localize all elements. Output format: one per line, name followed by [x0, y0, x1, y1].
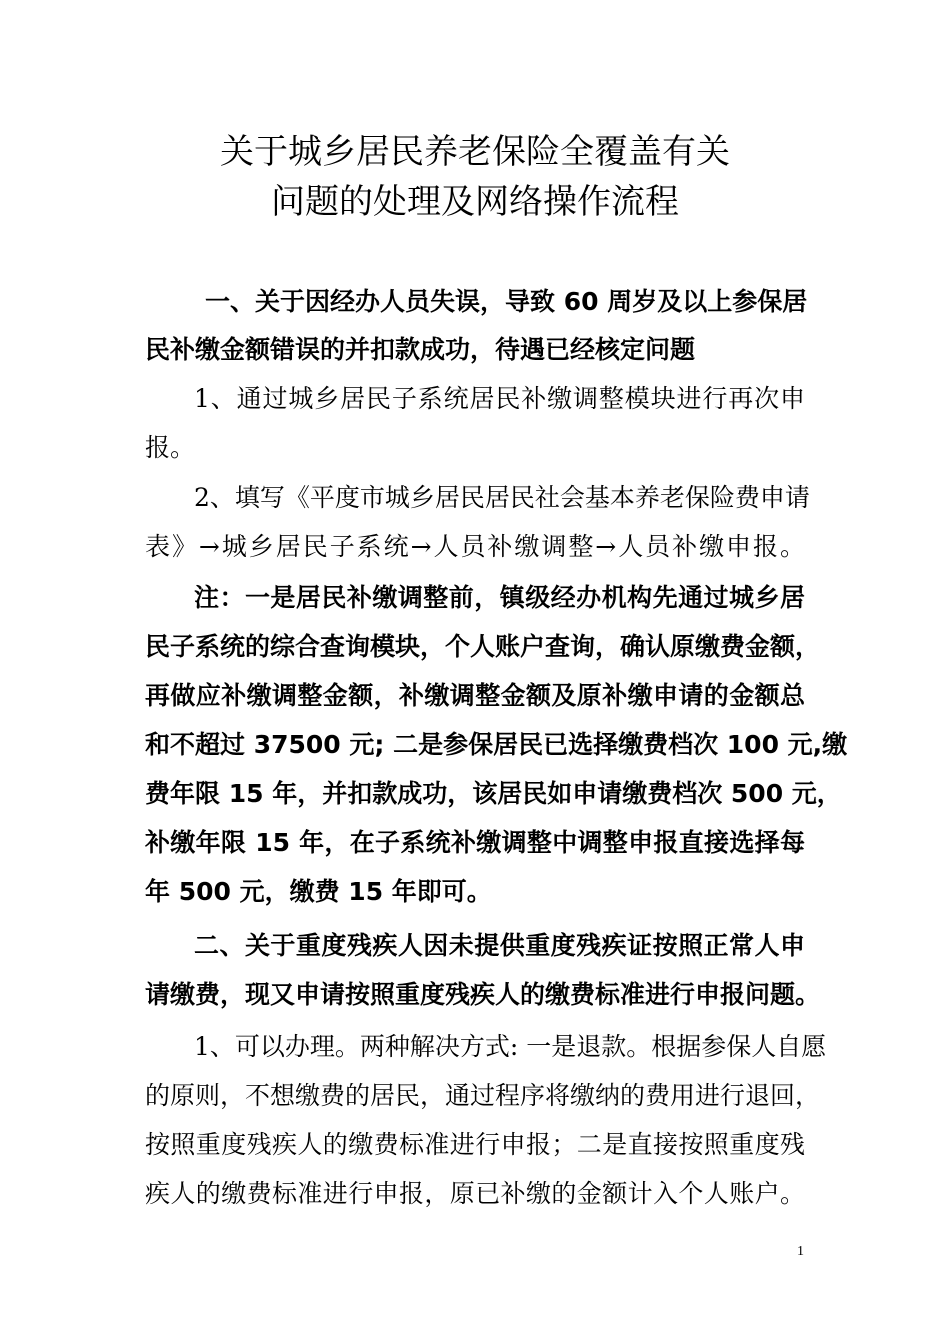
document-title-line-2: 问题的处理及网络操作流程: [271, 182, 679, 222]
section1-note-line-4: 和不超过 37500 元; 二是参保居民已选择缴费档次 100 元,缴: [145, 730, 848, 759]
section1-item1-line-1: 1、通过城乡居民子系统居民补缴调整模块进行再次申: [194, 384, 805, 413]
section1-note-line-5: 费年限 15 年，并扣款成功，该居民如申请缴费档次 500 元，: [145, 779, 842, 808]
section2-item1-line-2: 的原则，不想缴费的居民，通过程序将缴纳的费用进行退回，: [145, 1081, 821, 1110]
section1-item2-line-1: 2、填写《平度市城乡居民居民社会基本养老保险费申请: [194, 483, 810, 512]
section1-note-line-3: 再做应补缴调整金额，补缴调整金额及原补缴申请的金额总: [145, 681, 805, 710]
section2-item1-line-4: 疾人的缴费标准进行申报，原已补缴的金额计入个人账户。: [145, 1179, 805, 1208]
section1-item1-line-2: 报。: [145, 433, 196, 462]
section1-heading-line-1: 一、关于因经办人员失误，导致 60 周岁及以上参保居: [205, 287, 808, 316]
section2-item1-line-1: 1、可以办理。两种解决方式: 一是退款。根据参保人自愿: [194, 1032, 827, 1061]
section2-item1-line-3: 按照重度残疾人的缴费标准进行申报；二是直接按照重度残: [145, 1130, 805, 1159]
page-number: 1: [797, 1244, 804, 1259]
section1-item2-line-2: 表》→城乡居民子系统→人员补缴调整→人员补缴申报。: [145, 532, 805, 561]
section1-note-line-6: 补缴年限 15 年，在子系统补缴调整中调整申报直接选择每: [145, 828, 805, 857]
section1-note-line-1: 注：一是居民补缴调整前，镇级经办机构先通过城乡居: [194, 583, 805, 612]
section1-note-line-7: 年 500 元，缴费 15 年即可。: [145, 877, 492, 906]
section1-note-line-2: 民子系统的综合查询模块，个人账户查询，确认原缴费金额，: [145, 632, 821, 661]
section2-heading-line-1: 二、关于重度残疾人因未提供重度残疾证按照正常人申: [194, 931, 805, 960]
section2-heading-line-2: 请缴费，现又申请按照重度残疾人的缴费标准进行申报问题。: [145, 980, 821, 1009]
section1-heading-line-2: 民补缴金额错误的并扣款成功，待遇已经核定问题: [145, 335, 696, 364]
document-title-line-1: 关于城乡居民养老保险全覆盖有关: [220, 132, 730, 172]
